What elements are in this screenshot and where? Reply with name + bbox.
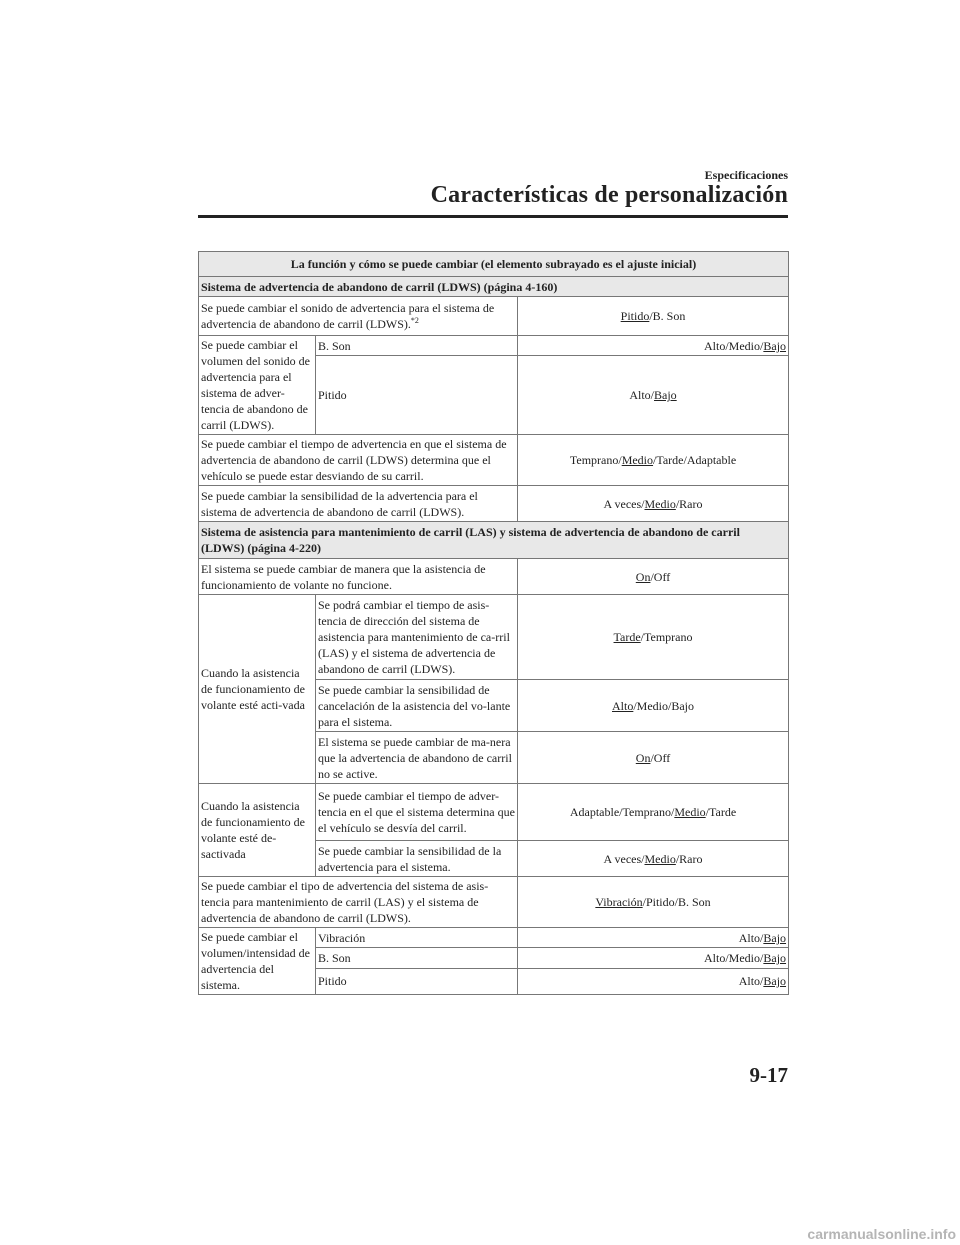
other-options: /Pitido/B. Son <box>642 895 711 909</box>
table-row <box>199 877 789 928</box>
row-value <box>518 297 789 336</box>
group-label: Se puede cambiar el volumen/intensidad de advertencia del sistema. <box>199 928 316 995</box>
default-option: Alto <box>612 698 634 713</box>
default-option: Bajo <box>654 388 677 403</box>
options: A veces/ <box>603 851 645 866</box>
options: Alto/ <box>738 974 764 989</box>
row-desc: Se puede cambiar la sensibilidad de la advertencia para el sistema de advertencia de abandono de carril (LDWS). <box>199 486 518 522</box>
row-desc <box>199 297 518 336</box>
default-option: Bajo <box>763 950 787 965</box>
other-options: /Raro <box>675 851 703 866</box>
page-number: 9-17 <box>749 1063 788 1087</box>
section-title-ldws: Sistema de advertencia de abandono de carril (LDWS) (página 4-160) <box>199 277 789 297</box>
row-desc: Se puede cambiar el tipo de advertencia del sistema de asis-tencia para mantenimiento de carril (LAS) y el sistema de advertencia de abandono de carril (LDWS). <box>199 877 518 928</box>
default-option: On <box>635 750 651 765</box>
row-value <box>518 841 789 877</box>
row-value <box>518 595 789 680</box>
options: Alto/ <box>738 930 764 945</box>
section-title-las-ldws: Sistema de asistencia para mantenimiento de carril (LAS) y sistema de advertencia de abandono de carril (LDWS) (página 4-220) <box>199 522 789 559</box>
table-row <box>199 559 789 595</box>
desc-text: Se puede cambiar el sonido de advertencia para el sistema de advertencia de abandono de carril (LDWS). <box>201 301 495 331</box>
page-title: Características de personalización <box>430 182 788 208</box>
row-desc: El sistema se puede cambiar de manera que la asistencia de funcionamiento de volante no funcione. <box>199 559 518 595</box>
options: Temprano/ <box>569 453 622 467</box>
default-option: Bajo <box>763 338 787 353</box>
row-value <box>518 877 789 928</box>
other-options: /Off <box>650 569 671 584</box>
watermark: carmanualsonline.info <box>807 1226 956 1242</box>
table-header: La función y cómo se puede cambiar (el elemento subrayado es el ajuste inicial) <box>199 252 789 277</box>
row-value <box>518 928 789 948</box>
row-value <box>518 486 789 522</box>
table-row <box>199 297 789 336</box>
other-options: /B. Son <box>649 309 686 323</box>
row-desc: Se puede cambiar la sensibilidad de cancelación de la asistencia del vo-lante para el sistema. <box>316 680 518 732</box>
default-option: Vibración <box>595 895 643 909</box>
group-label: Cuando la asistencia de funcionamiento de volante esté acti-vada <box>199 595 316 784</box>
other-options: /Tarde/Adaptable <box>653 453 737 467</box>
footnote-marker: *2 <box>410 316 419 325</box>
group-label: Cuando la asistencia de funcionamiento de volante esté de-sactivada <box>199 784 316 877</box>
table-row <box>199 336 789 356</box>
section-label: Especificaciones <box>704 168 788 182</box>
default-option: On <box>635 569 651 584</box>
options: A veces/ <box>603 496 645 511</box>
row-desc: Se puede cambiar el tiempo de advertencia en que el sistema de advertencia de abandono de carril (LDWS) determina que el vehículo se puede estar desviando de su carril. <box>199 435 518 486</box>
table-row <box>199 928 789 948</box>
row-desc: El sistema se puede cambiar de ma-nera que la advertencia de abandono de carril no se active. <box>316 732 518 784</box>
default-option: Medio <box>644 851 676 866</box>
row-value <box>518 732 789 784</box>
default-option: Medio <box>644 496 676 511</box>
row-value <box>518 948 789 968</box>
row-desc: Se puede cambiar el tiempo de adver-tencia en el que el sistema determina que el vehículo se desvía del carril. <box>316 784 518 841</box>
other-options: /Medio/Bajo <box>633 698 695 713</box>
table-header-row <box>199 252 789 277</box>
row-desc: Se puede cambiar la sensibilidad de la advertencia para el sistema. <box>316 841 518 877</box>
options: Alto/Medio/ <box>704 950 764 965</box>
row-value <box>518 435 789 486</box>
customization-table <box>198 251 789 995</box>
sub-label: Pitido <box>316 968 518 994</box>
other-options: /Off <box>650 750 671 765</box>
row-value <box>518 784 789 841</box>
options: Adaptable/Temprano/ <box>569 805 675 819</box>
row-value <box>518 559 789 595</box>
default-option: Bajo <box>763 930 787 945</box>
other-options: /Temprano <box>640 630 693 644</box>
row-value <box>518 356 789 435</box>
table-row <box>199 595 789 680</box>
default-option: Tarde <box>613 630 641 644</box>
header-rule <box>198 215 788 218</box>
other-options: /Tarde <box>705 805 737 819</box>
other-options: /Raro <box>675 496 703 511</box>
default-option: Bajo <box>763 974 787 989</box>
table-row <box>199 784 789 841</box>
row-value <box>518 680 789 732</box>
section-row <box>199 277 789 297</box>
sub-label: Pitido <box>316 356 518 435</box>
row-desc: Se podrá cambiar el tiempo de asis-tencia de dirección del sistema de asistencia para mantenimiento de ca-rril (LAS) y el sistema de advertencia de abandono de carril (LDWS). <box>316 595 518 680</box>
sub-label: Vibración <box>316 928 518 948</box>
row-value <box>518 336 789 356</box>
options: Alto/Medio/ <box>704 338 764 353</box>
sub-label: B. Son <box>316 336 518 356</box>
row-value <box>518 968 789 994</box>
section-row <box>199 522 789 559</box>
default-option: Pitido <box>620 309 650 323</box>
table-row <box>199 435 789 486</box>
sub-label: B. Son <box>316 948 518 968</box>
table-row <box>199 486 789 522</box>
options: Alto/ <box>629 388 655 403</box>
row-label: Se puede cambiar el volumen del sonido de advertencia para el sistema de adver-tencia de abandono de carril (LDWS). <box>199 336 316 435</box>
default-option: Medio <box>621 453 654 467</box>
default-option: Medio <box>674 805 706 819</box>
